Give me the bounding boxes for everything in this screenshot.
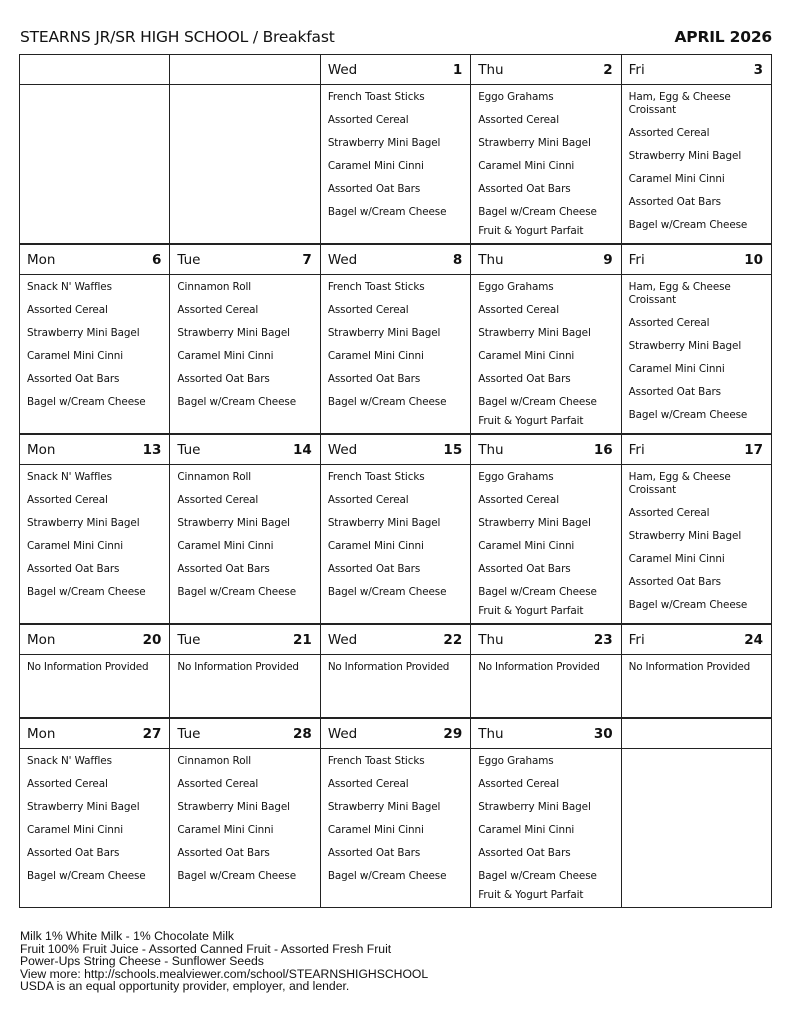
menu-item: Strawberry Mini Bagel [478, 801, 591, 813]
day-header [471, 435, 620, 465]
day-name: Fri [628, 61, 645, 78]
menu-item: Assorted Cereal [177, 778, 259, 790]
menu-item: Bagel w/Cream Cheese [327, 206, 447, 218]
menu-calendar [19, 54, 772, 908]
day-cell [471, 55, 621, 243]
day-number: 7 [302, 251, 312, 268]
day-name: Thu [478, 631, 504, 648]
day-header [20, 625, 169, 655]
day-number: 17 [744, 441, 764, 458]
menu-item: Bagel w/Cream Cheese [327, 586, 447, 598]
day-number: 29 [443, 725, 463, 742]
menu-item: Bagel w/Cream Cheese [27, 396, 146, 408]
menu-item: Bagel w/Cream Cheese [628, 219, 748, 231]
day-header [20, 55, 169, 85]
day-menu [20, 749, 169, 907]
menu-item: Assorted Oat Bars [478, 563, 571, 575]
day-number: 20 [142, 631, 162, 648]
menu-item: Strawberry Mini Bagel [177, 517, 290, 529]
menu-item: Assorted Oat Bars [327, 373, 421, 385]
menu-item: Strawberry Mini Bagel [27, 801, 140, 813]
day-name: Thu [478, 251, 504, 268]
day-menu [321, 275, 470, 433]
menu-item: Strawberry Mini Bagel [478, 327, 591, 339]
menu-item: French Toast Sticks [327, 281, 425, 293]
menu-item: Assorted Cereal [628, 507, 710, 519]
day-name: Tue [177, 631, 201, 648]
menu-item: Fruit & Yogurt Parfait [478, 225, 584, 237]
menu-item: Assorted Cereal [177, 494, 259, 506]
footer-notes [20, 930, 428, 993]
day-name: Tue [177, 725, 201, 742]
day-cell [471, 245, 621, 433]
day-number: 30 [593, 725, 613, 742]
no-information-note: No Information Provided [327, 661, 450, 673]
day-header [321, 55, 470, 85]
menu-item: Strawberry Mini Bagel [478, 137, 591, 149]
day-cell [622, 625, 772, 717]
menu-item: Assorted Oat Bars [478, 373, 571, 385]
menu-item: Snack N' Waffles [27, 755, 112, 767]
day-number: 23 [593, 631, 613, 648]
day-number: 9 [603, 251, 613, 268]
day-number: 3 [753, 61, 764, 78]
menu-item: French Toast Sticks [327, 471, 425, 483]
menu-item: Bagel w/Cream Cheese [27, 586, 146, 598]
menu-item: Eggo Grahams [478, 471, 554, 483]
no-information-note: No Information Provided [177, 661, 299, 673]
day-cell [170, 719, 320, 907]
day-name: Mon [27, 725, 56, 742]
menu-item: Assorted Cereal [327, 114, 409, 126]
menu-item: Caramel Mini Cinni [327, 824, 424, 836]
day-cell [20, 719, 170, 907]
day-cell [622, 55, 772, 243]
day-header [321, 719, 470, 749]
day-name: Thu [478, 725, 504, 742]
day-name: Thu [478, 441, 504, 458]
menu-item: Assorted Cereal [478, 494, 559, 506]
week-row [20, 55, 772, 245]
day-number: 1 [452, 61, 463, 78]
menu-item: Snack N' Waffles [27, 281, 112, 293]
day-name: Tue [177, 251, 201, 268]
menu-item: Cinnamon Roll [177, 471, 252, 483]
day-menu [170, 275, 319, 433]
day-menu [622, 749, 771, 907]
menu-item: Assorted Cereal [628, 127, 710, 139]
menu-item: Caramel Mini Cinni [327, 160, 424, 172]
day-menu [20, 275, 169, 433]
day-name: Fri [628, 251, 645, 268]
menu-item: Assorted Oat Bars [27, 563, 120, 575]
day-menu [471, 465, 620, 623]
day-header [471, 719, 620, 749]
day-number: 27 [142, 725, 162, 742]
menu-item: Ham, Egg & Cheese Croissant [628, 471, 731, 496]
day-menu [20, 465, 169, 623]
menu-item: Caramel Mini Cinni [27, 824, 123, 836]
day-menu [471, 275, 620, 433]
menu-item: Caramel Mini Cinni [27, 350, 123, 362]
day-header [20, 245, 169, 275]
menu-item: Caramel Mini Cinni [177, 824, 274, 836]
day-cell [20, 245, 170, 433]
day-menu [170, 85, 319, 243]
menu-item: Strawberry Mini Bagel [327, 517, 441, 529]
day-name: Mon [27, 251, 56, 268]
day-name: Mon [27, 631, 56, 648]
day-menu [471, 749, 620, 907]
day-cell [170, 55, 320, 243]
day-cell [20, 55, 170, 243]
menu-item: Ham, Egg & Cheese Croissant [628, 281, 731, 306]
day-number: 14 [293, 441, 312, 458]
week-row [20, 719, 772, 908]
menu-item: Bagel w/Cream Cheese [628, 599, 748, 611]
menu-item: Fruit & Yogurt Parfait [478, 889, 584, 901]
footer-view-more-link[interactable]: View more: http://schools.mealviewer.com/school/STEARNSHIGHSCHOOL [20, 966, 429, 981]
day-header [170, 435, 319, 465]
day-header [321, 625, 470, 655]
day-menu [321, 85, 470, 243]
menu-item: Assorted Oat Bars [327, 563, 421, 575]
menu-item: French Toast Sticks [327, 755, 425, 767]
day-menu [622, 275, 771, 433]
menu-item: Strawberry Mini Bagel [478, 517, 591, 529]
no-information-note: No Information Provided [27, 661, 149, 673]
menu-item: Ham, Egg & Cheese Croissant [628, 91, 731, 116]
menu-item: Cinnamon Roll [177, 281, 252, 293]
menu-item: Eggo Grahams [478, 755, 554, 767]
menu-item: Strawberry Mini Bagel [177, 801, 290, 813]
footer-powerups: Power-Ups String Cheese - Sunflower Seeds [20, 954, 264, 969]
menu-item: Bagel w/Cream Cheese [478, 870, 597, 882]
menu-item: Assorted Oat Bars [27, 847, 120, 859]
menu-item: Eggo Grahams [478, 91, 554, 103]
day-number: 21 [293, 631, 312, 648]
day-header [622, 625, 771, 655]
menu-item: Strawberry Mini Bagel [628, 340, 742, 352]
day-menu [321, 655, 470, 717]
day-cell [471, 719, 621, 907]
menu-item: Caramel Mini Cinni [327, 350, 424, 362]
menu-item: Assorted Cereal [177, 304, 259, 316]
menu-item: Snack N' Waffles [27, 471, 112, 483]
page-title: STEARNS JR/SR HIGH SCHOOL / Breakfast [20, 28, 335, 46]
day-number: 8 [452, 251, 463, 268]
day-header [471, 625, 620, 655]
day-header [622, 55, 771, 85]
menu-item: Fruit & Yogurt Parfait [478, 415, 584, 427]
day-menu [622, 655, 771, 717]
menu-item: Bagel w/Cream Cheese [478, 396, 597, 408]
menu-item: Fruit & Yogurt Parfait [478, 605, 584, 617]
menu-item: Bagel w/Cream Cheese [177, 396, 296, 408]
menu-item: Assorted Oat Bars [628, 386, 721, 398]
day-name: Wed [327, 441, 358, 458]
day-menu [622, 85, 771, 243]
day-cell [622, 245, 772, 433]
day-number: 16 [593, 441, 613, 458]
menu-item: Assorted Cereal [327, 304, 409, 316]
day-number: 10 [744, 251, 764, 268]
menu-item: Assorted Oat Bars [177, 563, 270, 575]
menu-item: Bagel w/Cream Cheese [177, 586, 296, 598]
menu-item: Caramel Mini Cinni [628, 553, 725, 565]
menu-item: Bagel w/Cream Cheese [478, 206, 597, 218]
menu-item: Caramel Mini Cinni [177, 350, 274, 362]
day-menu [622, 465, 771, 623]
day-name: Tue [177, 441, 201, 458]
menu-item: Strawberry Mini Bagel [327, 327, 441, 339]
menu-item: Bagel w/Cream Cheese [177, 870, 296, 882]
day-menu [321, 749, 470, 907]
day-header [622, 245, 771, 275]
menu-item: Strawberry Mini Bagel [628, 150, 742, 162]
week-row [20, 245, 772, 435]
day-menu [170, 749, 319, 907]
menu-item: Strawberry Mini Bagel [327, 801, 441, 813]
menu-item: Assorted Oat Bars [478, 847, 571, 859]
menu-item: Assorted Oat Bars [27, 373, 120, 385]
day-menu [20, 85, 169, 243]
day-header [622, 435, 771, 465]
day-header [170, 625, 319, 655]
day-cell [170, 245, 320, 433]
day-header [321, 435, 470, 465]
day-menu [321, 465, 470, 623]
menu-item: Assorted Cereal [478, 114, 559, 126]
day-number: 22 [443, 631, 463, 648]
day-number: 6 [152, 251, 162, 268]
day-header [321, 245, 470, 275]
menu-item: Assorted Oat Bars [628, 196, 721, 208]
menu-item: Assorted Cereal [327, 494, 409, 506]
menu-item: Bagel w/Cream Cheese [628, 409, 748, 421]
day-name: Mon [27, 441, 56, 458]
menu-item: Caramel Mini Cinni [327, 540, 424, 552]
day-name: Fri [628, 441, 645, 458]
day-cell [622, 435, 772, 623]
day-header [170, 719, 319, 749]
menu-item: Cinnamon Roll [177, 755, 252, 767]
day-name: Wed [327, 251, 358, 268]
day-cell [20, 625, 170, 717]
menu-item: Assorted Cereal [27, 778, 108, 790]
footer-milk: Milk 1% White Milk - 1% Chocolate Milk [20, 929, 235, 943]
menu-item: Strawberry Mini Bagel [327, 137, 441, 149]
day-number: 2 [603, 61, 613, 78]
day-menu [20, 655, 169, 717]
day-header [471, 55, 620, 85]
menu-item: Assorted Cereal [27, 304, 108, 316]
day-number: 13 [142, 441, 162, 458]
menu-item: Assorted Cereal [478, 304, 559, 316]
footer-fruit: Fruit 100% Fruit Juice - Assorted Canned Fruit - Assorted Fresh Fruit [20, 941, 392, 956]
menu-item: Assorted Oat Bars [177, 847, 270, 859]
menu-item: Caramel Mini Cinni [478, 350, 575, 362]
day-cell [321, 55, 471, 243]
menu-item: Bagel w/Cream Cheese [327, 870, 447, 882]
day-header [20, 435, 169, 465]
day-name: Thu [478, 61, 504, 78]
day-menu [471, 655, 620, 717]
week-row [20, 435, 772, 625]
menu-item: Caramel Mini Cinni [478, 160, 575, 172]
no-information-note: No Information Provided [628, 661, 751, 673]
menu-item: Caramel Mini Cinni [478, 824, 575, 836]
menu-item: Eggo Grahams [478, 281, 554, 293]
day-cell [321, 435, 471, 623]
month-label: APRIL 2026 [674, 28, 772, 46]
day-cell [20, 435, 170, 623]
menu-item: Strawberry Mini Bagel [27, 517, 140, 529]
menu-item: Caramel Mini Cinni [478, 540, 575, 552]
no-information-note: No Information Provided [478, 661, 600, 673]
menu-item: Bagel w/Cream Cheese [327, 396, 447, 408]
menu-item: Caramel Mini Cinni [628, 363, 725, 375]
menu-item: Assorted Oat Bars [628, 576, 721, 588]
day-cell [321, 625, 471, 717]
menu-item: Bagel w/Cream Cheese [27, 870, 146, 882]
menu-item: Caramel Mini Cinni [177, 540, 274, 552]
menu-item: Assorted Oat Bars [177, 373, 270, 385]
menu-item: Strawberry Mini Bagel [27, 327, 140, 339]
footer-usda: USDA is an equal opportunity provider, employer, and lender. [20, 979, 350, 994]
day-name: Wed [327, 631, 358, 648]
menu-item: Assorted Oat Bars [478, 183, 571, 195]
menu-item: Assorted Cereal [327, 778, 409, 790]
day-menu [170, 655, 319, 717]
menu-item: Caramel Mini Cinni [628, 173, 725, 185]
day-menu [170, 465, 319, 623]
menu-item: Strawberry Mini Bagel [177, 327, 290, 339]
menu-item: French Toast Sticks [327, 91, 425, 103]
day-header [20, 719, 169, 749]
day-cell [471, 435, 621, 623]
day-menu [471, 85, 620, 243]
day-cell [471, 625, 621, 717]
menu-item: Assorted Oat Bars [327, 847, 421, 859]
menu-item: Assorted Oat Bars [327, 183, 421, 195]
menu-item: Assorted Cereal [27, 494, 108, 506]
day-name: Wed [327, 61, 358, 78]
day-name: Wed [327, 725, 358, 742]
menu-item: Bagel w/Cream Cheese [478, 586, 597, 598]
day-header [471, 245, 620, 275]
day-cell [321, 245, 471, 433]
day-name: Fri [628, 631, 645, 648]
day-header [170, 245, 319, 275]
day-number: 28 [293, 725, 312, 742]
day-cell [622, 719, 772, 907]
day-number: 24 [744, 631, 764, 648]
menu-item: Caramel Mini Cinni [27, 540, 123, 552]
day-cell [321, 719, 471, 907]
day-header [622, 719, 771, 749]
menu-item: Assorted Cereal [628, 317, 710, 329]
day-cell [170, 435, 320, 623]
menu-item: Strawberry Mini Bagel [628, 530, 742, 542]
day-number: 15 [443, 441, 463, 458]
day-cell [170, 625, 320, 717]
week-row [20, 625, 772, 719]
menu-item: Assorted Cereal [478, 778, 559, 790]
day-header [170, 55, 319, 85]
